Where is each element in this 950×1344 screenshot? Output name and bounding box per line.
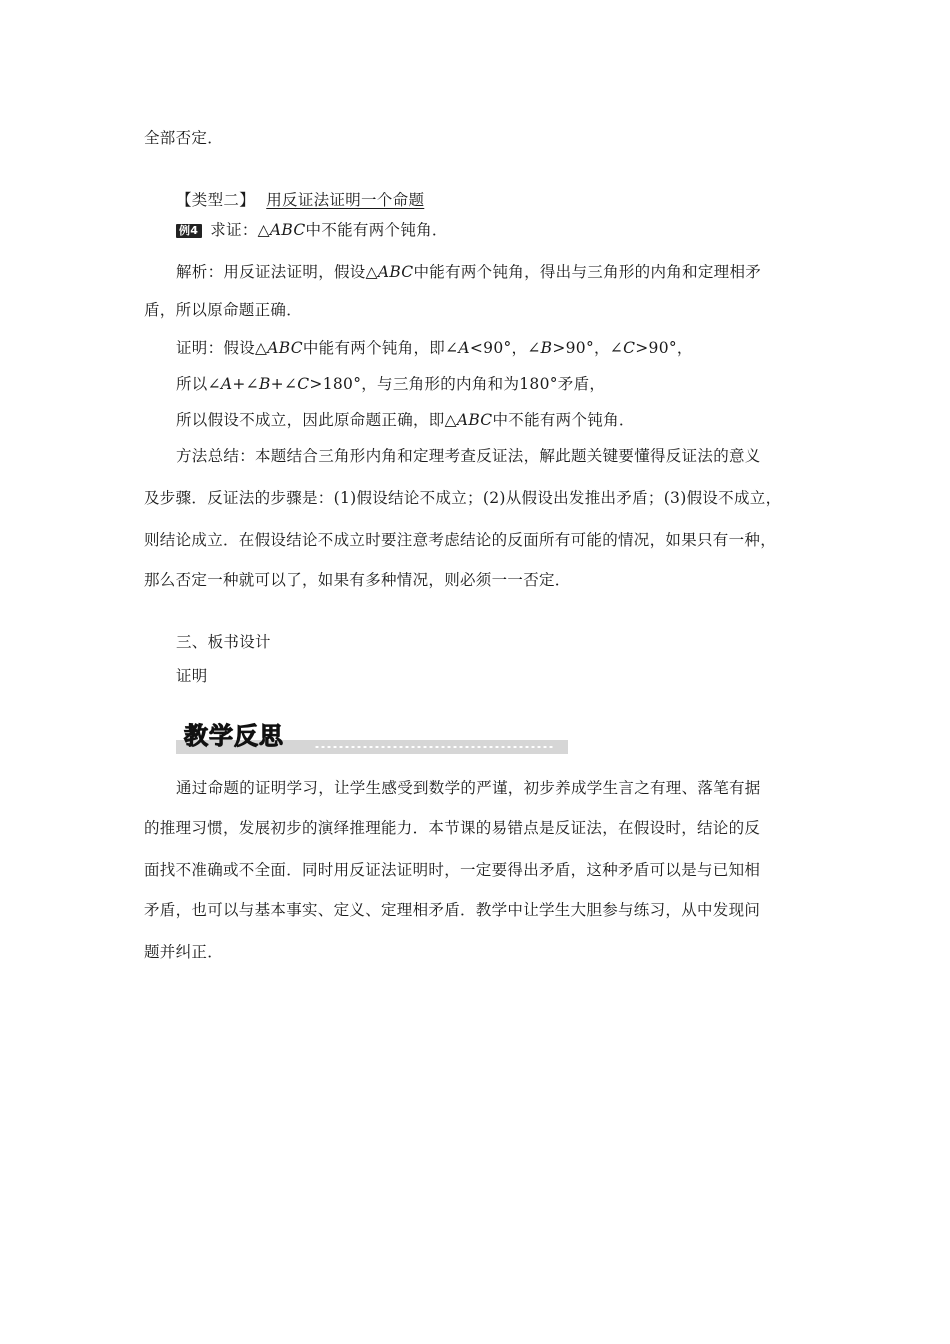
text: 中不能有两个钝角． xyxy=(305,221,448,239)
text: 中能有两个钝角，得出与三角形的内角和定理相矛 xyxy=(413,263,762,281)
text: 证明：假设△ xyxy=(176,339,268,357)
text: 方法总结：本题结合三角形内角和定理考查反证法，解此题关键要懂得反证法的意义 xyxy=(176,447,761,465)
math-text: A xyxy=(220,375,233,393)
math-text: ABC xyxy=(377,263,414,281)
method-summary-line-3 xyxy=(144,530,776,550)
proof-line-3 xyxy=(176,410,635,430)
method-summary-line-2 xyxy=(144,488,781,508)
proof-line-1 xyxy=(176,338,693,358)
text: 题并纠正． xyxy=(144,943,224,961)
type-tag: 【类型二】 xyxy=(176,191,256,209)
method-summary-line-1 xyxy=(176,446,761,466)
text: 解析：用反证法证明，假设△ xyxy=(176,263,378,281)
math-text: C xyxy=(297,375,310,393)
text: 求证：△ xyxy=(210,221,270,239)
math-text: ABC xyxy=(267,339,303,357)
text: >90°， xyxy=(635,339,693,357)
text: >90°，∠ xyxy=(552,339,624,357)
text: +∠ xyxy=(270,375,298,393)
text: 通过命题的证明学习，让学生感受到数学的严谨，初步养成学生言之有理、落笔有据 xyxy=(176,779,761,797)
reflection-line-5 xyxy=(144,942,223,962)
text: +∠ xyxy=(232,375,259,393)
text: 证明 xyxy=(176,667,208,685)
text: 矛盾，也可以与基本事实、定义、定理相矛盾．教学中让学生大胆参与练习，从中发现问 xyxy=(144,901,761,919)
reflection-line-3 xyxy=(144,860,760,880)
type-title: 用反证法证明一个命题 xyxy=(266,191,425,209)
method-summary-line-4 xyxy=(144,570,571,590)
analysis-line-1 xyxy=(176,262,761,282)
reflection-line-2 xyxy=(144,818,760,838)
proof-line-2 xyxy=(176,374,605,394)
example-4-statement xyxy=(176,220,448,240)
banner-dots xyxy=(314,746,554,748)
text: 所以假设不成立，因此原命题正确，即△ xyxy=(176,411,457,429)
reflection-line-4 xyxy=(144,900,760,920)
text: 中能有两个钝角，即∠ xyxy=(302,339,459,357)
math-text: ABC xyxy=(456,411,493,429)
text: 中不能有两个钝角． xyxy=(492,411,635,429)
text: 盾，所以原命题正确． xyxy=(144,301,303,319)
math-text: B xyxy=(258,375,271,393)
math-text: ABC xyxy=(269,221,306,239)
math-text: B xyxy=(540,339,553,357)
text: 面找不准确或不全面．同时用反证法证明时，一定要得出矛盾，这种矛盾可以是与已知相 xyxy=(144,861,761,879)
text: 的推理习惯，发展初步的演绎推理能力．本节课的易错点是反证法，在假设时，结论的反 xyxy=(144,819,761,837)
paragraph-line xyxy=(144,128,223,148)
text: <90°，∠ xyxy=(469,339,541,357)
text: 三、板书设计 xyxy=(176,633,271,651)
banner-title: 教学反思 xyxy=(184,722,284,750)
example-badge: 例4 xyxy=(176,224,202,238)
section-heading-type2 xyxy=(176,190,424,210)
text: >180°，与三角形的内角和为180°矛盾， xyxy=(309,375,606,393)
text: 那么否定一种就可以了，如果有多种情况，则必须一一否定． xyxy=(144,571,571,589)
text: 及步骤．反证法的步骤是：(1)假设结论不成立；(2)从假设出发推出矛盾；(3)假设不成立， xyxy=(144,489,782,507)
analysis-line-2 xyxy=(144,300,302,320)
reflection-line-1 xyxy=(176,778,761,798)
board-design-content xyxy=(176,666,208,686)
text: 则结论成立．在假设结论不成立时要注意考虑结论的反面所有可能的情况，如果只有一种， xyxy=(144,531,777,549)
teaching-reflection-banner xyxy=(176,722,568,754)
math-text: A xyxy=(458,339,470,357)
math-text: C xyxy=(623,339,636,357)
section-heading-board-design xyxy=(176,632,271,652)
text: 全部否定． xyxy=(144,129,224,147)
text: 所以∠ xyxy=(176,375,221,393)
